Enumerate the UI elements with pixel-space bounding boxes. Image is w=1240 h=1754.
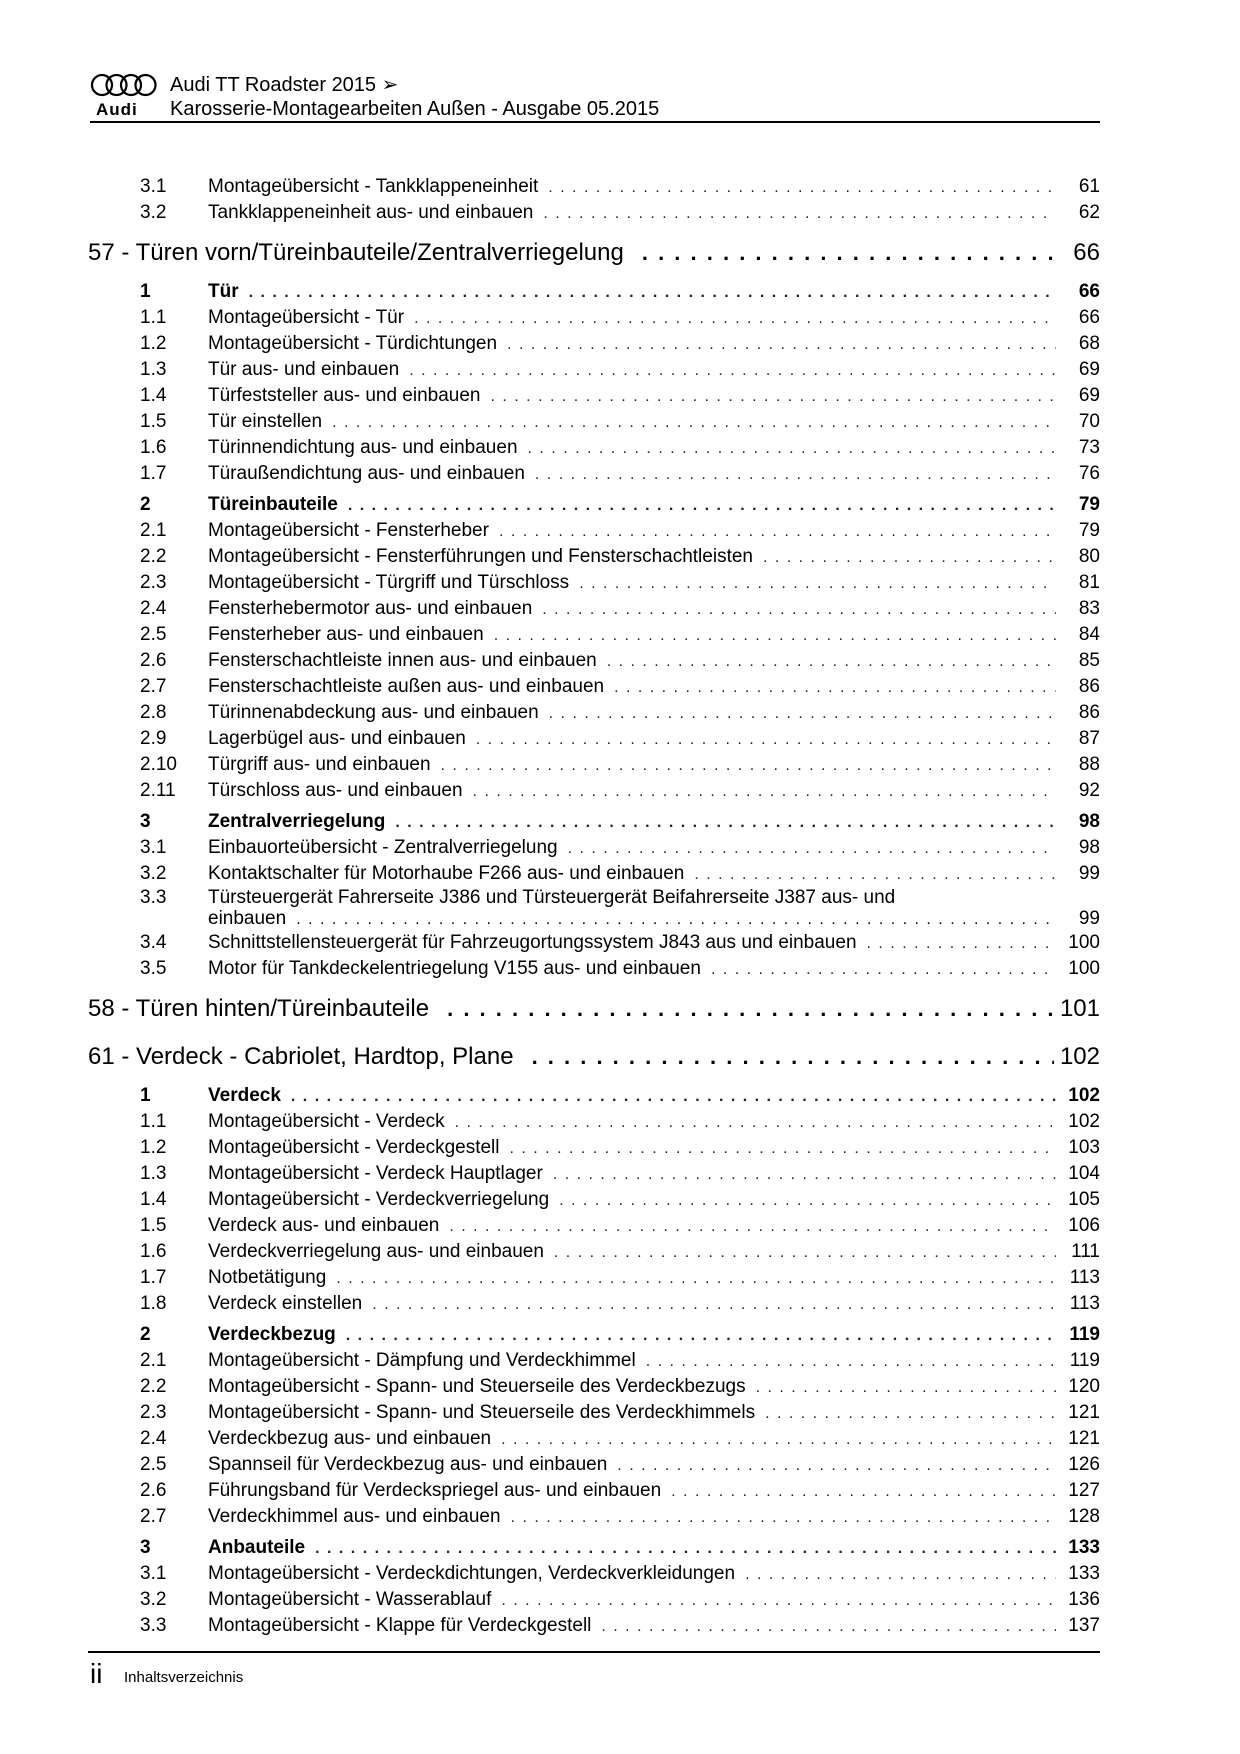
dot-leader: [554, 1240, 1056, 1266]
toc-entry-page: 128: [1068, 1506, 1100, 1527]
footer-rule: [88, 1651, 1100, 1653]
toc-entry[interactable]: [88, 1135, 1100, 1161]
toc-entry-page: 126: [1068, 1454, 1100, 1475]
toc-entry-title-continued: einbauen: [208, 908, 287, 929]
toc-entry-title: Verdeck einstellen: [208, 1293, 363, 1314]
dot-leader: [528, 436, 1056, 462]
toc-section[interactable]: [88, 492, 1100, 518]
toc-entry-title: Verdeck aus- und einbauen: [208, 1215, 440, 1236]
toc-entry-number: 2.9: [140, 728, 167, 749]
toc-entry-number: 3.5: [140, 958, 167, 979]
toc-entry-page: 76: [1078, 463, 1100, 484]
toc-chapter-page: 102: [1059, 1043, 1100, 1070]
toc-entry[interactable]: [88, 570, 1100, 596]
toc-entry-title: Einbauorteübersicht - Zentralverriegelung: [208, 837, 558, 858]
dot-leader: [543, 201, 1056, 227]
dot-leader: [449, 1214, 1056, 1240]
dot-leader: [532, 1036, 1054, 1078]
dot-leader: [291, 1084, 1056, 1110]
page-header: [90, 70, 1100, 122]
toc-entry-title: Lagerbügel aus- und einbauen: [208, 728, 466, 749]
toc-entry[interactable]: [88, 409, 1100, 435]
toc-entry-number: 2.10: [140, 754, 177, 775]
toc-entry-number: 2.4: [140, 1428, 167, 1449]
toc-entry-page: 85: [1078, 650, 1100, 671]
toc-chapter[interactable]: [88, 232, 1100, 274]
toc-entry-title: Montageübersicht - Verdeckverriegelung: [208, 1189, 550, 1210]
toc-entry-page: 113: [1069, 1267, 1100, 1288]
toc-entry-title: Türinnenabdeckung aus- und einbauen: [208, 702, 539, 723]
toc-entry-title: Montageübersicht - Verdeck Hauptlager: [208, 1163, 543, 1184]
toc-entry-number: 2.1: [140, 1350, 167, 1371]
toc-entry[interactable]: [88, 674, 1100, 700]
dot-leader: [549, 701, 1056, 727]
toc-entry-page: 69: [1078, 359, 1100, 380]
toc-section[interactable]: [88, 1322, 1100, 1348]
dot-leader: [348, 493, 1056, 519]
toc-entry-page: 86: [1078, 702, 1100, 723]
dot-leader: [756, 1375, 1056, 1401]
dot-leader: [617, 1453, 1056, 1479]
toc-entry-title: Motor für Tankdeckelentriegelung V155 aus- und einbauen: [208, 958, 701, 979]
toc-entry-title: Fensterschachtleiste innen aus- und einbauen: [208, 650, 597, 671]
dot-leader: [614, 675, 1056, 701]
dot-leader: [491, 384, 1057, 410]
toc-entry-number: 1.7: [140, 463, 167, 484]
toc-entry-title: Tür aus- und einbauen: [208, 359, 400, 380]
toc-entry-number: 1.6: [140, 1241, 167, 1262]
toc-entry[interactable]: [88, 1239, 1100, 1265]
toc-entry-title: Türaußendichtung aus- und einbauen: [208, 463, 525, 484]
toc-entry-title: Fensterhebermotor aus- und einbauen: [208, 598, 533, 619]
toc-entry-number: 1.3: [140, 359, 167, 380]
toc-entry-title: Spannseil für Verdeckbezug aus- und einbauen: [208, 1454, 608, 1475]
toc-entry-page: 99: [1078, 908, 1100, 929]
toc-entry-number: 2: [140, 494, 151, 515]
dot-leader: [507, 332, 1056, 358]
toc-entry-title: Montageübersicht - Verdeck: [208, 1111, 445, 1132]
toc-entry-page: 133: [1068, 1537, 1100, 1558]
toc-chapter[interactable]: [88, 988, 1100, 1030]
footer-page-number: ii: [90, 1658, 103, 1689]
dot-leader: [476, 727, 1056, 753]
toc-entry-title: Tankklappeneinheit aus- und einbauen: [208, 202, 534, 223]
toc-entry-title: Türinnendichtung aus- und einbauen: [208, 437, 518, 458]
toc-entry[interactable]: [88, 887, 1100, 930]
toc-entry-page: 137: [1068, 1615, 1100, 1636]
toc-entry[interactable]: [88, 1374, 1100, 1400]
toc-entry[interactable]: [88, 200, 1100, 226]
toc-entry-number: 1.5: [140, 411, 167, 432]
dot-leader: [642, 232, 1058, 274]
toc-entry-title: Türfeststeller aus- und einbauen: [208, 385, 481, 406]
toc-entry-number: 3.1: [140, 176, 167, 197]
dot-leader: [542, 597, 1056, 623]
toc-entry-page: 83: [1078, 598, 1100, 619]
toc-entry-page: 136: [1068, 1589, 1100, 1610]
dot-leader: [553, 1162, 1056, 1188]
header-title: Audi TT Roadster 2015 ➢: [170, 74, 399, 96]
toc-entry-page: 121: [1068, 1402, 1100, 1423]
toc-entry-number: 2.3: [140, 1402, 167, 1423]
header-subtitle: Karosserie-Montagearbeiten Außen - Ausgabe 05.2015: [170, 98, 660, 120]
toc-entry-page: 99: [1078, 863, 1100, 884]
dot-leader: [763, 545, 1056, 571]
toc-entry-number: 2.5: [140, 624, 167, 645]
toc-entry-page: 84: [1078, 624, 1100, 645]
toc-entry[interactable]: [88, 1452, 1100, 1478]
toc-entry[interactable]: [88, 544, 1100, 570]
toc-entry-title: Türschloss aus- und einbauen: [208, 780, 463, 801]
toc-entry-title: Montageübersicht - Fensterführungen und Fensterschachtleisten: [208, 546, 753, 567]
toc-entry-number: 1.3: [140, 1163, 167, 1184]
toc-entry-title: Führungsband für Verdeckspriegel aus- und einbauen: [208, 1480, 662, 1501]
dot-leader: [501, 1427, 1056, 1453]
toc-entry-number: 1.4: [140, 385, 167, 406]
dot-leader: [395, 810, 1056, 836]
dot-leader: [579, 571, 1056, 597]
toc-entry-title: Montageübersicht - Verdeckdichtungen, Verdeckverkleidungen: [208, 1563, 736, 1584]
footer-label: Inhaltsverzeichnis: [124, 1669, 244, 1686]
toc-entry-number: 2.3: [140, 572, 167, 593]
toc-entry-title: Montageübersicht - Türdichtungen: [208, 333, 498, 354]
dot-leader: [601, 1614, 1056, 1640]
toc-entry-title: Tür einstellen: [208, 411, 323, 432]
dot-leader: [336, 1266, 1056, 1292]
toc-entry-title: Montageübersicht - Dämpfung und Verdeckhimmel: [208, 1350, 636, 1371]
toc-entry-page: 133: [1068, 1563, 1100, 1584]
toc-entry-number: 2.6: [140, 1480, 167, 1501]
toc-chapter-title: 57 - Türen vorn/Türeinbauteile/Zentralverriegelung: [88, 239, 624, 266]
toc-entry-number: 3: [140, 1537, 151, 1558]
toc-entry-number: 3.1: [140, 837, 167, 858]
toc-entry[interactable]: [88, 1400, 1100, 1426]
dot-leader: [414, 306, 1056, 332]
toc-entry-number: 3.3: [140, 887, 167, 908]
toc-entry-title: Notbetätigung: [208, 1267, 327, 1288]
toc-entry-title: Montageübersicht - Klappe für Verdeckgestell: [208, 1615, 592, 1636]
toc-entry-number: 2.4: [140, 598, 167, 619]
toc-entry[interactable]: [88, 700, 1100, 726]
toc-entry-page: 98: [1078, 811, 1100, 832]
toc-entry[interactable]: [88, 1265, 1100, 1291]
toc-entry-number: 2.7: [140, 1506, 167, 1527]
toc-entry-number: 2.2: [140, 1376, 167, 1397]
toc-entry[interactable]: [88, 1291, 1100, 1317]
toc-entry-page: 79: [1078, 494, 1100, 515]
toc-entry-number: 1.6: [140, 437, 167, 458]
toc-entry[interactable]: [88, 1478, 1100, 1504]
toc-entry-page: 100: [1068, 958, 1100, 979]
toc-entry-number: 3.3: [140, 1615, 167, 1636]
table-of-contents: [88, 174, 1100, 1639]
dot-leader: [607, 649, 1056, 675]
toc-entry[interactable]: [88, 861, 1100, 887]
toc-entry[interactable]: [88, 1161, 1100, 1187]
toc-entry-page: 87: [1078, 728, 1100, 749]
toc-entry-page: 102: [1068, 1111, 1100, 1132]
dot-leader: [249, 280, 1056, 306]
dot-leader: [711, 957, 1056, 983]
toc-entry-title: Montageübersicht - Tankklappeneinheit: [208, 176, 539, 197]
toc-entry-number: 1.2: [140, 333, 167, 354]
dot-leader: [315, 1536, 1056, 1562]
toc-entry-title: Verdeckverriegelung aus- und einbauen: [208, 1241, 544, 1262]
toc-entry-number: 2.1: [140, 520, 167, 541]
dot-leader: [765, 1401, 1056, 1427]
toc-entry-number: 1: [140, 1085, 151, 1106]
toc-entry[interactable]: [88, 1109, 1100, 1135]
toc-chapter[interactable]: [88, 1036, 1100, 1078]
toc-entry-title: Fensterheber aus- und einbauen: [208, 624, 484, 645]
toc-entry-page: 98: [1078, 837, 1100, 858]
toc-entry-number: 1.8: [140, 1293, 167, 1314]
toc-entry[interactable]: [88, 1187, 1100, 1213]
toc-entry-title: Montageübersicht - Wasserablauf: [208, 1589, 492, 1610]
toc-entry-number: 1.1: [140, 307, 167, 328]
dot-leader: [646, 1349, 1056, 1375]
toc-entry-page: 104: [1068, 1163, 1100, 1184]
toc-entry-page: 61: [1078, 176, 1100, 197]
toc-entry-page: 119: [1069, 1324, 1100, 1345]
toc-section[interactable]: [88, 809, 1100, 835]
toc-entry-number: 2.6: [140, 650, 167, 671]
toc-entry[interactable]: [88, 648, 1100, 674]
toc-entry[interactable]: [88, 461, 1100, 487]
toc-chapter-page: 66: [1073, 239, 1100, 266]
toc-entry-title: Montageübersicht - Tür: [208, 307, 405, 328]
toc-entry-number: 3.2: [140, 863, 167, 884]
toc-entry-title: Verdeckbezug: [208, 1324, 336, 1345]
toc-entry-title: Kontaktschalter für Motorhaube F266 aus- und einbauen: [208, 863, 685, 884]
toc-entry-number: 2.2: [140, 546, 167, 567]
toc-entry-page: 62: [1078, 202, 1100, 223]
toc-entry[interactable]: [88, 835, 1100, 861]
toc-entry-number: 2.11: [140, 780, 176, 801]
toc-entry[interactable]: [88, 1613, 1100, 1639]
toc-entry[interactable]: [88, 1213, 1100, 1239]
toc-entry-title: Montageübersicht - Spann- und Steuerseile des Verdeckbezugs: [208, 1376, 746, 1397]
toc-entry-page: 81: [1078, 572, 1100, 593]
dot-leader: [568, 836, 1056, 862]
dot-leader: [559, 1188, 1056, 1214]
toc-entry-page: 70: [1078, 411, 1100, 432]
toc-entry[interactable]: [88, 930, 1100, 956]
toc-entry-number: 2.7: [140, 676, 167, 697]
toc-entry-number: 2.8: [140, 702, 167, 723]
toc-entry[interactable]: [88, 1348, 1100, 1374]
toc-entry-page: 113: [1069, 1293, 1100, 1314]
toc-entry-page: 79: [1078, 520, 1100, 541]
toc-entry[interactable]: [88, 383, 1100, 409]
dot-leader: [511, 1505, 1056, 1531]
toc-entry[interactable]: [88, 956, 1100, 982]
toc-entry-number: 3.2: [140, 1589, 167, 1610]
toc-entry[interactable]: [88, 331, 1100, 357]
toc-entry-title: Montageübersicht - Fensterheber: [208, 520, 489, 541]
dot-leader: [372, 1292, 1056, 1318]
toc-entry-page: 66: [1078, 281, 1100, 302]
toc-entry-number: 1.1: [140, 1111, 167, 1132]
audi-rings-logo: [90, 72, 158, 98]
toc-entry-page: 119: [1069, 1350, 1100, 1371]
toc-entry-page: 80: [1078, 546, 1100, 567]
toc-entry-page: 127: [1068, 1480, 1100, 1501]
toc-entry-page: 102: [1068, 1085, 1100, 1106]
toc-entry[interactable]: [88, 1504, 1100, 1530]
toc-entry-number: 3.4: [140, 932, 167, 953]
toc-entry-number: 1: [140, 281, 151, 302]
toc-entry[interactable]: [88, 1561, 1100, 1587]
toc-entry-page: 111: [1071, 1241, 1100, 1262]
toc-entry-number: 1.4: [140, 1189, 167, 1210]
toc-entry[interactable]: [88, 305, 1100, 331]
toc-entry[interactable]: [88, 1587, 1100, 1613]
toc-entry-title: Fensterschachtleiste außen aus- und einbauen: [208, 676, 605, 697]
toc-entry-title: Verdeckhimmel aus- und einbauen: [208, 1506, 501, 1527]
toc-entry-number: 1.5: [140, 1215, 167, 1236]
dot-leader: [441, 753, 1056, 779]
toc-entry-number: 1.7: [140, 1267, 167, 1288]
toc-entry[interactable]: [88, 726, 1100, 752]
toc-entry-title: Schnittstellensteuergerät für Fahrzeugortungssystem J843 aus und einbauen: [208, 932, 857, 953]
dot-leader: [455, 1110, 1056, 1136]
toc-entry-number: 2: [140, 1324, 151, 1345]
toc-chapter-title: 61 - Verdeck - Cabriolet, Hardtop, Plane: [88, 1043, 514, 1070]
toc-entry-title: Verdeck: [208, 1085, 281, 1106]
toc-entry-number: 1.2: [140, 1137, 167, 1158]
dot-leader: [501, 1588, 1056, 1614]
toc-entry-number: 3.2: [140, 202, 167, 223]
toc-entry-page: 86: [1078, 676, 1100, 697]
toc-entry-page: 120: [1068, 1376, 1100, 1397]
dot-leader: [473, 779, 1056, 805]
dot-leader: [694, 862, 1056, 888]
dot-leader: [296, 909, 1056, 930]
toc-entry-page: 69: [1078, 385, 1100, 406]
toc-entry[interactable]: [88, 622, 1100, 648]
toc-entry[interactable]: [88, 596, 1100, 622]
toc-entry-title: Montageübersicht - Türgriff und Türschloss: [208, 572, 570, 593]
dot-leader: [346, 1323, 1056, 1349]
dot-leader: [494, 623, 1056, 649]
dot-leader: [548, 175, 1056, 201]
toc-entry-page: 105: [1068, 1189, 1100, 1210]
dot-leader: [447, 988, 1054, 1030]
toc-entry[interactable]: [88, 174, 1100, 200]
toc-section[interactable]: [88, 1535, 1100, 1561]
toc-entry-title: Montageübersicht - Verdeckgestell: [208, 1137, 500, 1158]
dot-leader: [671, 1479, 1056, 1505]
toc-entry-title: Anbauteile: [208, 1537, 306, 1558]
toc-entry-page: 103: [1068, 1137, 1100, 1158]
dot-leader: [409, 358, 1056, 384]
toc-section[interactable]: [88, 1083, 1100, 1109]
dot-leader: [510, 1136, 1057, 1162]
toc-entry-title: Zentralverriegelung: [208, 811, 386, 832]
toc-entry[interactable]: [88, 518, 1100, 544]
toc-entry-number: 3: [140, 811, 151, 832]
toc-entry-page: 106: [1068, 1215, 1100, 1236]
toc-entry-page: 88: [1078, 754, 1100, 775]
toc-entry-page: 121: [1068, 1428, 1100, 1449]
audi-wordmark: Audi: [96, 100, 138, 119]
toc-entry-title: Türeinbauteile: [208, 494, 338, 515]
toc-entry-page: 66: [1078, 307, 1100, 328]
toc-entry-title: Türsteuergerät Fahrerseite J386 und Türsteuergerät Beifahrerseite J387 aus- und: [208, 887, 896, 908]
toc-entry-title: Tür: [208, 281, 239, 302]
toc-chapter-title: 58 - Türen hinten/Türeinbauteile: [88, 995, 430, 1022]
toc-entry[interactable]: [88, 752, 1100, 778]
header-rule: [90, 121, 1100, 123]
dot-leader: [745, 1562, 1056, 1588]
toc-entry-page: 92: [1078, 780, 1100, 801]
toc-section[interactable]: [88, 279, 1100, 305]
dot-leader: [499, 519, 1056, 545]
toc-entry-page: 100: [1068, 932, 1100, 953]
toc-entry[interactable]: [88, 1426, 1100, 1452]
toc-entry-title: Türgriff aus- und einbauen: [208, 754, 431, 775]
toc-entry[interactable]: [88, 778, 1100, 804]
toc-entry-page: 73: [1078, 437, 1100, 458]
toc-entry-title: Verdeckbezug aus- und einbauen: [208, 1428, 492, 1449]
toc-entry[interactable]: [88, 435, 1100, 461]
toc-entry-page: 68: [1078, 333, 1100, 354]
toc-entry[interactable]: [88, 357, 1100, 383]
toc-entry-number: 3.1: [140, 1563, 167, 1584]
toc-entry-number: 2.5: [140, 1454, 167, 1475]
dot-leader: [535, 462, 1056, 488]
toc-chapter-page: 101: [1059, 995, 1100, 1022]
dot-leader: [332, 410, 1056, 436]
dot-leader: [867, 931, 1056, 957]
toc-entry-title: Montageübersicht - Spann- und Steuerseile des Verdeckhimmels: [208, 1402, 756, 1423]
